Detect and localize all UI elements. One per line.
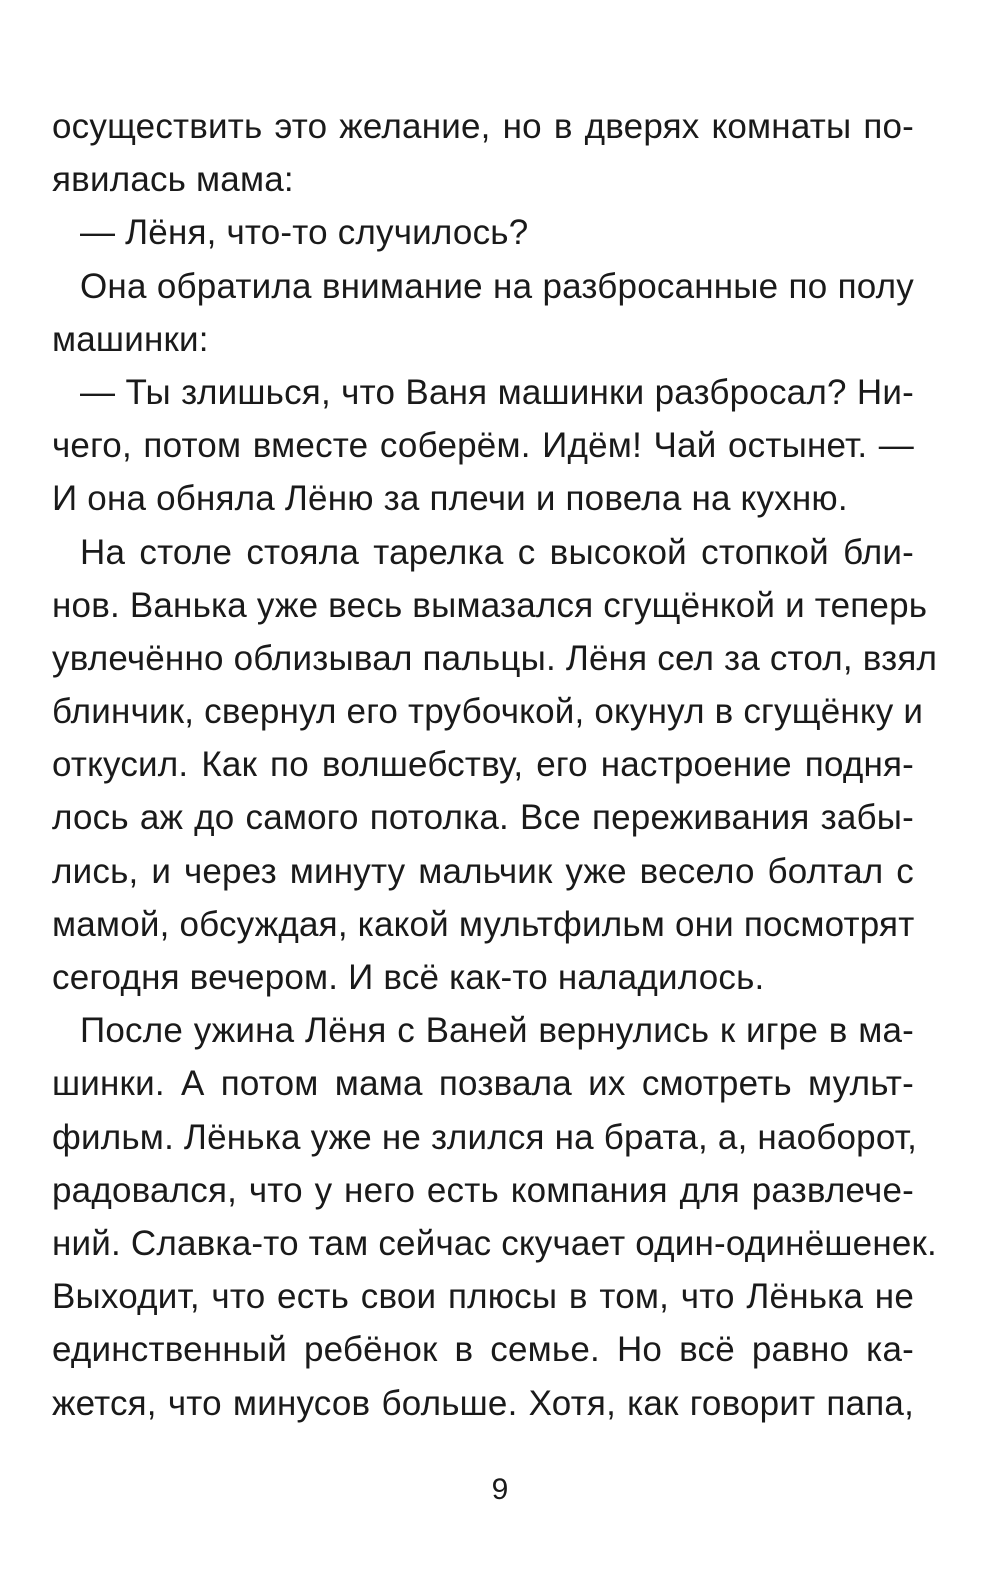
text-line: — Лёня, что-то случилось? — [80, 213, 529, 253]
text-line: — Ты злишься, что Ваня машинки разбросал? Ни- — [80, 372, 914, 412]
text-line: ний. Славка-то там сейчас скучает один-одинёшенек. — [52, 1223, 937, 1263]
text-line: нов. Ванька уже весь вымазался сгущёнкой и теперь — [52, 585, 928, 625]
text-line: единственный ребёнок в семье. Но всё равно ка- — [52, 1330, 914, 1370]
text-line: увлечённо облизывал пальцы. Лёня сел за стол, взял — [52, 638, 938, 678]
text-line: сегодня вечером. И всё как-то наладилось. — [52, 958, 765, 997]
text-line: машинки: — [52, 319, 209, 359]
text-line: жется, что минусов больше. Хотя, как говорит папа, — [52, 1383, 914, 1423]
text-line: лись, и через минуту мальчик уже весело болтал с — [52, 851, 914, 891]
text-line: чего, потом вместе соберём. Идём! Чай остынет. — — [52, 426, 914, 466]
text-line: явилась мама: — [52, 160, 294, 200]
text-line: мамой, обсуждая, какой мультфильм они посмотрят — [52, 904, 915, 944]
text-line: Выходит, что есть свои плюсы в том, что Лёнька не — [52, 1277, 914, 1317]
text-line: радовался, что у него есть компания для развлече- — [52, 1170, 914, 1210]
body-text — [52, 100, 938, 1430]
text-line: шинки. А потом мама позвала их смотреть мульт- — [52, 1064, 914, 1104]
text-line: лось аж до самого потолка. Все переживания забы- — [52, 798, 914, 838]
text-line: После ужина Лёня с Ваней вернулись к игре в ма- — [80, 1011, 914, 1051]
text-line: На столе стояла тарелка с высокой стопкой бли- — [80, 532, 914, 572]
text-line: осуществить это желание, но в дверях комнаты по- — [52, 107, 914, 146]
text-line: И она обняла Лёню за плечи и повела на кухню. — [52, 479, 848, 519]
text-line: Она обратила внимание на разбросанные по полу — [80, 266, 914, 306]
text-line: откусил. Как по волшебству, его настроение подня- — [52, 745, 914, 785]
page-number: 9 — [491, 1473, 509, 1506]
text-line: фильм. Лёнька уже не злился на брата, а, наоборот, — [52, 1117, 918, 1157]
text-line: блинчик, свернул его трубочкой, окунул в сгущёнку и — [52, 692, 924, 732]
